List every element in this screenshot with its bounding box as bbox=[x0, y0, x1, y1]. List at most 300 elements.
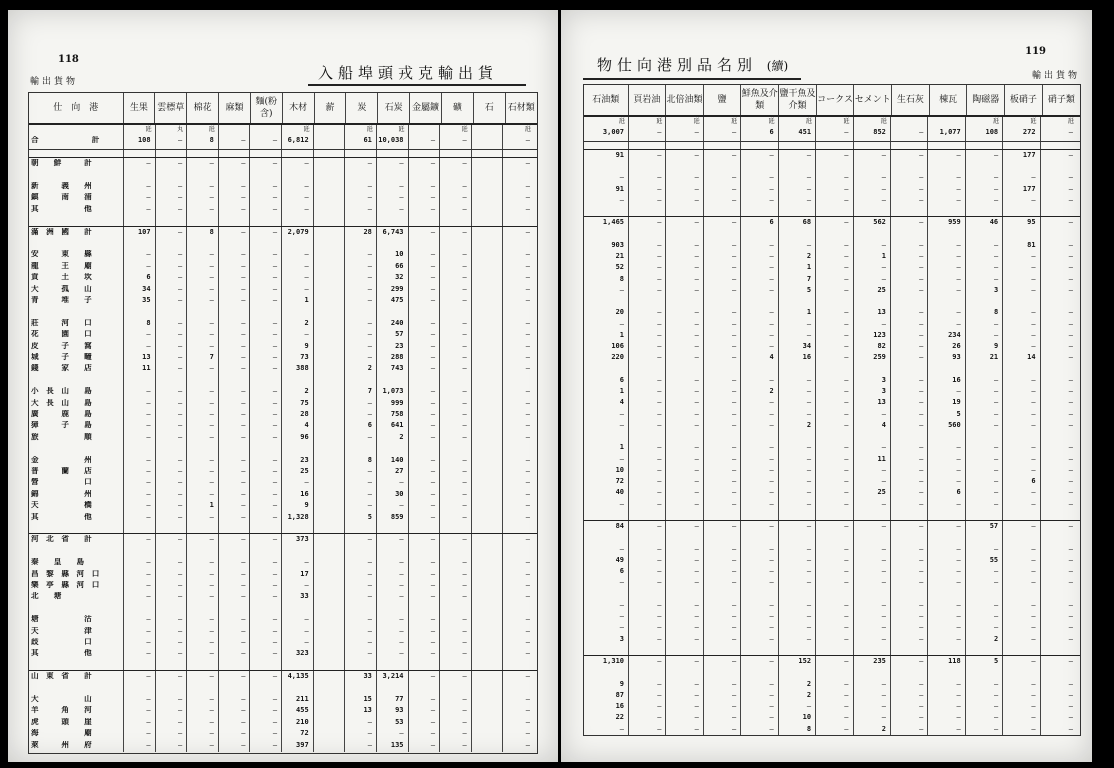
column-header: 礦 bbox=[441, 93, 473, 124]
data-cell: — bbox=[525, 592, 530, 601]
data-cell: — bbox=[844, 454, 849, 463]
data-cell: 66 bbox=[395, 261, 404, 270]
data-cell: — bbox=[919, 420, 924, 429]
data-cell: 234 bbox=[948, 330, 961, 339]
data-cell: — bbox=[462, 626, 467, 635]
data-cell: — bbox=[462, 535, 467, 544]
data-cell: — bbox=[881, 522, 886, 530]
data-cell: 95 bbox=[1027, 218, 1036, 227]
data-cell: 2 bbox=[367, 364, 372, 373]
data-cell: — bbox=[462, 296, 467, 304]
data-cell: — bbox=[769, 555, 774, 564]
data-cell: 81 bbox=[1027, 240, 1036, 249]
data-cell: — bbox=[462, 250, 467, 259]
data-cell: — bbox=[525, 204, 530, 213]
data-cell: — bbox=[209, 535, 214, 544]
data-cell: 373 bbox=[296, 535, 309, 544]
row-label: 天 津 bbox=[31, 626, 92, 635]
row-label: 大 長 山 島 bbox=[31, 398, 92, 407]
data-cell: — bbox=[881, 443, 886, 452]
data-cell: — bbox=[209, 261, 214, 270]
data-cell: — bbox=[430, 341, 436, 350]
data-cell: — bbox=[732, 252, 737, 260]
data-cell: — bbox=[657, 184, 662, 193]
data-cell: — bbox=[525, 626, 530, 635]
data-cell: — bbox=[1031, 634, 1036, 643]
data-cell: 6,743 bbox=[382, 227, 404, 236]
data-cell: — bbox=[1068, 353, 1073, 362]
data-cell: — bbox=[209, 330, 214, 339]
data-cell: 152 bbox=[798, 657, 812, 665]
data-cell: — bbox=[844, 634, 849, 643]
data-cell: — bbox=[178, 261, 183, 270]
data-cell: — bbox=[844, 499, 849, 508]
data-cell: — bbox=[1031, 612, 1036, 620]
data-cell: 21 bbox=[989, 353, 999, 362]
row-label: 羊 角 河 bbox=[31, 706, 92, 715]
data-cell: — bbox=[1031, 522, 1036, 530]
data-cell: — bbox=[844, 184, 849, 193]
data-cell: — bbox=[272, 296, 278, 304]
data-cell: — bbox=[146, 193, 151, 202]
data-cell: — bbox=[993, 724, 999, 733]
data-cell: 4 bbox=[769, 353, 774, 362]
data-cell: — bbox=[1031, 443, 1036, 452]
data-cell: — bbox=[1068, 398, 1073, 407]
data-cell: — bbox=[657, 499, 662, 508]
data-cell: — bbox=[919, 252, 924, 260]
data-cell: — bbox=[694, 522, 699, 530]
data-cell: — bbox=[430, 649, 436, 658]
data-cell: — bbox=[1068, 600, 1073, 609]
data-cell: — bbox=[430, 615, 436, 624]
data-cell: — bbox=[844, 623, 849, 632]
row-label: 虎 頭 崖 bbox=[31, 717, 92, 726]
data-cell: — bbox=[178, 467, 183, 475]
data-cell: — bbox=[657, 555, 662, 564]
data-cell: — bbox=[769, 454, 774, 463]
data-cell: — bbox=[525, 432, 530, 441]
data-cell: — bbox=[241, 284, 246, 293]
data-cell: 272 bbox=[1022, 128, 1036, 137]
row-label: 山 東 省 計 bbox=[31, 672, 92, 681]
data-cell: — bbox=[993, 195, 999, 204]
data-cell: — bbox=[732, 600, 737, 609]
group-divider bbox=[29, 533, 537, 534]
data-cell: — bbox=[272, 330, 278, 339]
data-cell: — bbox=[367, 204, 372, 213]
data-cell: — bbox=[430, 706, 436, 715]
data-cell: — bbox=[241, 364, 246, 373]
data-cell: 9 bbox=[993, 342, 999, 350]
data-cell: — bbox=[241, 410, 246, 418]
data-cell: — bbox=[367, 250, 372, 259]
unit-label: 瓩 bbox=[1067, 118, 1074, 125]
column-header: 薪 bbox=[314, 93, 346, 124]
data-cell: — bbox=[178, 455, 183, 464]
data-cell: — bbox=[844, 724, 849, 733]
running-header-left: 輸出貨物 bbox=[30, 77, 79, 87]
data-cell: 21 bbox=[615, 252, 624, 260]
data-cell: 7 bbox=[209, 353, 214, 361]
data-cell: — bbox=[367, 638, 372, 646]
data-cell: — bbox=[993, 375, 999, 384]
row-label: 錢 家 店 bbox=[31, 364, 92, 373]
data-cell: — bbox=[956, 308, 961, 317]
data-cell: 3 bbox=[881, 375, 886, 384]
data-cell: — bbox=[462, 615, 467, 624]
data-cell: — bbox=[657, 308, 662, 317]
data-cell: — bbox=[462, 341, 467, 350]
data-cell: — bbox=[525, 478, 530, 487]
data-cell: — bbox=[619, 600, 624, 609]
data-cell: — bbox=[462, 706, 467, 715]
data-cell: — bbox=[1031, 567, 1036, 575]
unit-label: 瓩 bbox=[303, 126, 310, 133]
data-cell: — bbox=[209, 387, 214, 396]
data-cell: — bbox=[272, 489, 278, 498]
data-cell: — bbox=[367, 649, 372, 658]
data-cell: 259 bbox=[873, 353, 886, 362]
data-cell: 6 bbox=[619, 375, 624, 384]
data-cell: — bbox=[694, 477, 699, 485]
data-cell: — bbox=[209, 364, 214, 373]
data-cell: — bbox=[178, 421, 183, 430]
data-cell: — bbox=[806, 184, 812, 193]
data-cell: — bbox=[993, 465, 999, 474]
data-cell: 852 bbox=[873, 128, 886, 137]
data-cell: — bbox=[178, 353, 183, 361]
data-cell: — bbox=[462, 318, 467, 327]
data-cell: — bbox=[657, 240, 662, 249]
data-cell: 903 bbox=[611, 240, 624, 249]
data-cell: 87 bbox=[615, 690, 624, 699]
column-header: 石材類 bbox=[505, 93, 537, 124]
data-cell: 9 bbox=[304, 501, 309, 510]
data-cell: — bbox=[367, 341, 372, 350]
data-cell: — bbox=[178, 136, 183, 145]
data-cell: — bbox=[694, 252, 699, 260]
data-cell: — bbox=[956, 679, 961, 688]
data-cell: — bbox=[881, 319, 886, 328]
data-cell: — bbox=[209, 626, 214, 635]
data-cell: 13 bbox=[142, 353, 151, 361]
data-cell: — bbox=[178, 284, 183, 293]
data-cell: — bbox=[525, 467, 530, 475]
data-cell: — bbox=[806, 544, 812, 553]
data-cell: — bbox=[844, 274, 849, 283]
data-cell: — bbox=[694, 600, 699, 609]
data-cell: 73 bbox=[300, 353, 309, 361]
data-cell: — bbox=[525, 615, 530, 624]
data-cell: 388 bbox=[296, 364, 309, 373]
data-cell: — bbox=[462, 227, 467, 236]
data-cell: — bbox=[844, 308, 849, 317]
data-cell: — bbox=[619, 420, 624, 429]
data-cell: — bbox=[956, 578, 961, 587]
data-cell: — bbox=[657, 195, 662, 204]
data-cell: — bbox=[525, 227, 530, 236]
data-cell: — bbox=[241, 182, 246, 190]
data-cell: — bbox=[367, 615, 372, 624]
data-cell: — bbox=[732, 657, 737, 665]
data-cell: — bbox=[272, 706, 278, 715]
data-cell: — bbox=[272, 193, 278, 202]
data-cell: — bbox=[272, 467, 278, 475]
data-cell: — bbox=[956, 387, 961, 395]
data-cell: — bbox=[769, 319, 774, 328]
data-cell: — bbox=[1031, 387, 1036, 395]
data-cell: — bbox=[525, 569, 530, 578]
data-cell: — bbox=[146, 717, 151, 726]
column-header: 鹽 bbox=[703, 85, 741, 116]
data-cell: — bbox=[430, 398, 436, 407]
data-cell: — bbox=[732, 612, 737, 620]
data-cell: 10,038 bbox=[378, 136, 404, 145]
column-header: 麻類 bbox=[219, 93, 251, 124]
data-cell: — bbox=[146, 649, 151, 658]
data-cell: 22 bbox=[615, 713, 624, 722]
data-cell: — bbox=[1031, 252, 1036, 260]
data-cell: — bbox=[462, 193, 467, 202]
row-label: 其 他 bbox=[31, 649, 92, 658]
data-cell: — bbox=[657, 690, 662, 699]
data-cell: — bbox=[430, 717, 436, 726]
data-cell: — bbox=[694, 657, 699, 665]
data-cell: — bbox=[694, 128, 699, 137]
data-cell: — bbox=[241, 227, 246, 236]
data-cell: 6,812 bbox=[287, 136, 309, 145]
data-cell: — bbox=[304, 284, 309, 293]
data-cell: — bbox=[241, 341, 246, 350]
data-cell: — bbox=[694, 724, 699, 733]
row-label: 塘 沽 bbox=[31, 615, 92, 624]
data-cell: — bbox=[272, 410, 278, 418]
data-cell: — bbox=[919, 173, 924, 182]
data-cell: — bbox=[272, 250, 278, 259]
data-cell: — bbox=[525, 695, 530, 703]
data-cell: — bbox=[367, 717, 372, 726]
data-cell: — bbox=[178, 717, 183, 726]
unit-label: 瓩 bbox=[693, 118, 700, 125]
data-cell: — bbox=[525, 273, 530, 282]
column-header: 仕 向 港 bbox=[29, 93, 123, 124]
data-cell: — bbox=[956, 443, 961, 452]
data-cell: — bbox=[304, 558, 309, 567]
data-cell: — bbox=[146, 432, 151, 441]
row-label: 城 子 疃 bbox=[31, 353, 92, 361]
row-label: 大 山 bbox=[31, 695, 92, 703]
column-header: 雲標草 bbox=[155, 93, 187, 124]
data-cell: — bbox=[956, 600, 961, 609]
data-cell: — bbox=[769, 690, 774, 699]
data-cell: 23 bbox=[300, 455, 309, 464]
data-cell: — bbox=[209, 740, 214, 749]
data-cell: — bbox=[272, 421, 278, 430]
data-cell: — bbox=[732, 330, 737, 339]
data-cell: 1,328 bbox=[287, 512, 309, 521]
data-cell: — bbox=[657, 612, 662, 620]
data-cell: — bbox=[657, 128, 662, 137]
data-cell: — bbox=[993, 477, 999, 485]
data-cell: — bbox=[844, 567, 849, 575]
data-cell: — bbox=[525, 740, 530, 749]
column-header: 麵(粉含) bbox=[250, 93, 282, 124]
data-cell: — bbox=[525, 250, 530, 259]
data-cell: — bbox=[1031, 499, 1036, 508]
data-cell: 13 bbox=[877, 308, 886, 317]
data-cell: — bbox=[525, 410, 530, 418]
data-cell: — bbox=[769, 623, 774, 632]
data-cell: — bbox=[304, 638, 309, 646]
data-cell: — bbox=[881, 555, 886, 564]
data-cell: — bbox=[694, 690, 699, 699]
data-cell: — bbox=[881, 612, 886, 620]
data-cell: — bbox=[272, 455, 278, 464]
data-cell: — bbox=[241, 649, 246, 658]
data-cell: — bbox=[430, 467, 436, 475]
data-cell: — bbox=[304, 261, 309, 270]
data-cell: — bbox=[657, 409, 662, 418]
data-cell: — bbox=[178, 432, 183, 441]
data-cell: — bbox=[367, 261, 372, 270]
data-cell: 5 bbox=[806, 285, 812, 294]
row-label: 昌 黎 縣 河 口 bbox=[31, 569, 100, 578]
group-divider bbox=[584, 149, 1080, 150]
page-number-right: 119 bbox=[1025, 46, 1046, 57]
data-cell: — bbox=[178, 729, 183, 738]
data-cell: 1 bbox=[304, 296, 309, 304]
data-cell: — bbox=[367, 740, 372, 749]
column-header: 炭 bbox=[346, 93, 378, 124]
data-cell: — bbox=[657, 488, 662, 497]
data-cell: — bbox=[1068, 713, 1073, 722]
data-cell: — bbox=[178, 318, 183, 327]
data-cell: — bbox=[1031, 319, 1036, 328]
data-cell: — bbox=[919, 578, 924, 587]
data-cell: — bbox=[993, 274, 999, 283]
data-cell: — bbox=[1031, 488, 1036, 497]
group-divider bbox=[29, 157, 537, 158]
data-cell: — bbox=[657, 252, 662, 260]
data-cell: — bbox=[619, 285, 624, 294]
data-cell: — bbox=[525, 364, 530, 373]
data-cell: — bbox=[769, 195, 774, 204]
data-cell: — bbox=[367, 535, 372, 544]
data-cell: — bbox=[881, 274, 886, 283]
data-cell: — bbox=[881, 240, 886, 249]
data-cell: — bbox=[1068, 567, 1073, 575]
data-cell: — bbox=[769, 184, 774, 193]
data-cell: — bbox=[619, 499, 624, 508]
data-cell: — bbox=[806, 375, 812, 384]
data-cell: — bbox=[430, 478, 436, 487]
group-divider bbox=[29, 226, 537, 227]
data-cell: — bbox=[919, 544, 924, 553]
row-label: 滿 洲 國 計 bbox=[31, 227, 92, 236]
data-cell: — bbox=[806, 387, 812, 395]
data-cell: 1 bbox=[806, 308, 812, 317]
data-cell: 8 bbox=[619, 274, 624, 283]
data-cell: — bbox=[993, 578, 999, 587]
data-cell: — bbox=[430, 387, 436, 396]
data-cell: — bbox=[146, 672, 151, 681]
data-cell: — bbox=[1031, 657, 1036, 665]
data-cell: — bbox=[657, 285, 662, 294]
data-cell: — bbox=[178, 387, 183, 396]
data-cell: — bbox=[657, 319, 662, 328]
data-cell: — bbox=[657, 567, 662, 575]
data-cell: — bbox=[146, 706, 151, 715]
data-cell: — bbox=[694, 319, 699, 328]
data-cell: — bbox=[178, 695, 183, 703]
data-cell: — bbox=[209, 695, 214, 703]
data-cell: — bbox=[525, 638, 530, 646]
data-cell: 68 bbox=[802, 218, 812, 227]
data-cell: 859 bbox=[390, 512, 404, 521]
data-cell: — bbox=[272, 261, 278, 270]
data-cell: — bbox=[462, 421, 467, 430]
data-cell: — bbox=[993, 150, 999, 159]
data-cell: — bbox=[1068, 555, 1073, 564]
data-cell: — bbox=[367, 467, 372, 475]
data-cell: — bbox=[919, 308, 924, 317]
data-cell: — bbox=[241, 478, 246, 487]
data-cell: 235 bbox=[873, 657, 886, 665]
data-cell: — bbox=[272, 717, 278, 726]
data-cell: — bbox=[272, 432, 278, 441]
data-cell: 32 bbox=[395, 273, 404, 282]
data-cell: — bbox=[430, 193, 436, 202]
data-cell: — bbox=[844, 263, 849, 272]
data-cell: — bbox=[732, 578, 737, 587]
data-cell: — bbox=[178, 204, 183, 213]
data-cell: — bbox=[304, 273, 309, 282]
data-cell: 25 bbox=[877, 285, 886, 294]
data-cell: — bbox=[769, 634, 774, 643]
data-cell: — bbox=[732, 150, 737, 159]
data-cell: 7 bbox=[806, 274, 812, 283]
data-cell: — bbox=[462, 387, 467, 396]
data-cell: — bbox=[304, 193, 309, 202]
data-cell: — bbox=[146, 250, 151, 259]
data-cell: 1,310 bbox=[602, 657, 624, 665]
data-cell: — bbox=[881, 634, 886, 643]
data-cell: — bbox=[430, 512, 436, 521]
data-cell: — bbox=[272, 182, 278, 190]
data-cell: 288 bbox=[390, 353, 404, 361]
data-cell: 28 bbox=[300, 410, 309, 418]
data-cell: — bbox=[272, 672, 278, 681]
data-cell: — bbox=[956, 544, 961, 553]
data-cell: — bbox=[272, 535, 278, 544]
data-cell: — bbox=[956, 173, 961, 182]
data-cell: 91 bbox=[615, 184, 624, 193]
unit-label: 瓩 bbox=[145, 126, 152, 133]
data-cell: — bbox=[919, 330, 924, 339]
data-cell: — bbox=[769, 274, 774, 283]
data-cell: — bbox=[619, 623, 624, 632]
data-cell: — bbox=[993, 623, 999, 632]
data-cell: — bbox=[525, 330, 530, 339]
data-cell: — bbox=[769, 657, 774, 665]
data-cell: — bbox=[993, 612, 999, 620]
data-cell: — bbox=[844, 690, 849, 699]
data-cell: — bbox=[462, 638, 467, 646]
data-cell: — bbox=[241, 455, 246, 464]
data-cell: 2 bbox=[881, 724, 886, 733]
data-cell: — bbox=[241, 729, 246, 738]
